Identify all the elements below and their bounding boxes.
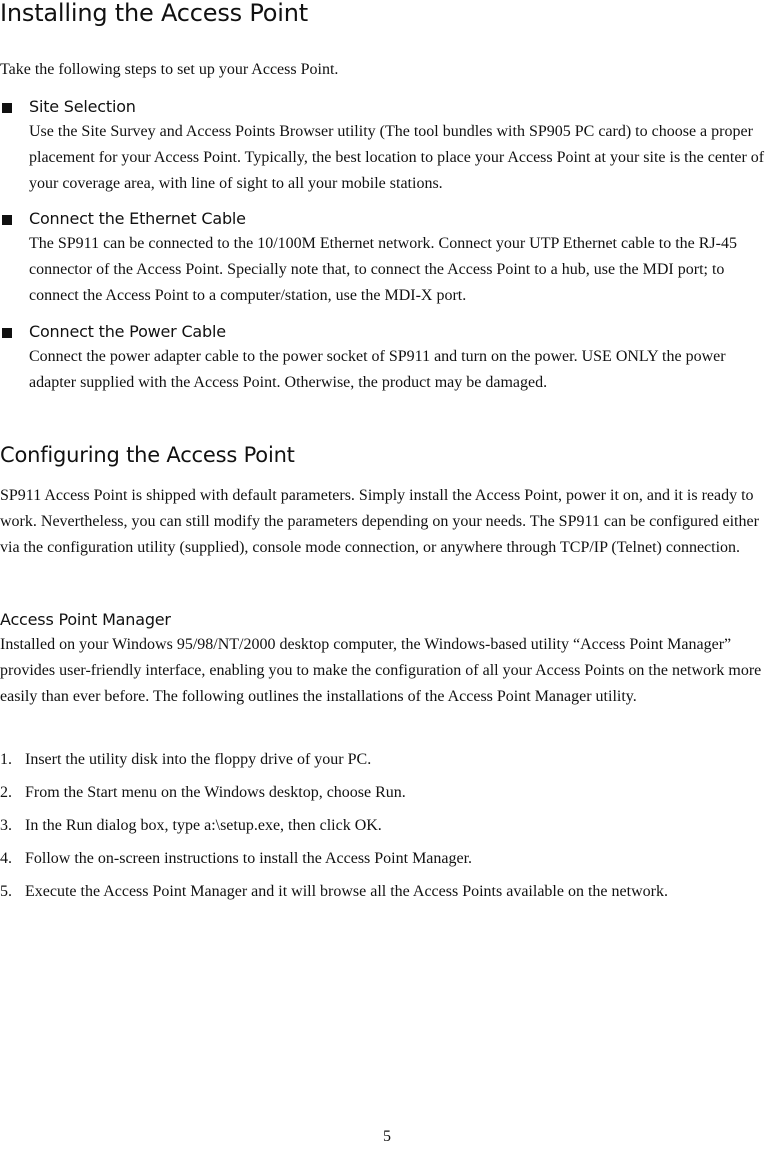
step-number: 4. [0,850,12,867]
list-item [0,780,776,806]
list-item [0,879,725,905]
section-title-configuring: Configuring the Access Point [0,443,295,467]
section-title-installing: Installing the Access Point [0,0,308,27]
step-text: Execute the Access Point Manager and it will browse all the Access Points available on the network. [25,883,668,900]
square-bullet-icon [2,103,12,113]
step-text: In the Run dialog box, type a:\setup.exe, then click OK. [25,817,382,834]
step-number: 5. [0,883,12,900]
list-item [0,813,776,839]
list-item [0,747,776,773]
bullet-body: Connect the power adapter cable to the power socket of SP911 and turn on the power. USE ONLY the power adapter supplied with the Access Point. Otherwise, the product may be damaged. [29,348,726,391]
manager-description: Installed on your Windows 95/98/NT/2000 desktop computer, the Windows-based utility “Access Point Manager” provides user-friendly interface, enabling you to make the configuration of all your Access Points on the network more easily than ever before. The following outlines the installations of the Access Point Manager utility. [0,636,762,705]
installing-intro: Take the following steps to set up your Access Point. [0,61,339,78]
install-steps-list [0,747,776,912]
configuring-intro: SP911 Access Point is shipped with default parameters. Simply install the Access Point, power it on, and it is ready to work. Nevertheless, you can still modify the parameters depending on your needs. The SP911 can be configured either via the configuration utility (supplied), console mode connection, or anywhere through TCP/IP (Telnet) connection. [0,487,759,556]
step-text: Insert the utility disk into the floppy drive of your PC. [25,751,372,768]
bullet-body: The SP911 can be connected to the 10/100M Ethernet network. Connect your UTP Ethernet cable to the RJ-45 connector of the Access Point. Specially note that, to connect the Access Point to a hub, use the MDI port; to connect the Access Point to a computer/station, use the MDI-X port. [29,235,737,304]
step-number: 3. [0,817,12,834]
list-item [0,846,776,872]
bullet-heading: Connect the Ethernet Cable [29,209,246,228]
bullet-heading: Site Selection [29,97,136,116]
step-text: Follow the on-screen instructions to install the Access Point Manager. [25,850,473,867]
subheading-access-point-manager: Access Point Manager [0,610,171,629]
step-number: 2. [0,784,12,801]
bullet-heading: Connect the Power Cable [29,322,226,341]
step-text: From the Start menu on the Windows desktop, choose Run. [25,784,406,801]
square-bullet-icon [2,215,12,225]
square-bullet-icon [2,328,12,338]
step-number: 1. [0,751,12,768]
bullet-body: Use the Site Survey and Access Points Browser utility (The tool bundles with SP905 PC card) to choose a proper placement for your Access Point. Typically, the best location to place your Access Point at your site is the center of your coverage area, with line of sight to all your mobile stations. [29,123,765,192]
page-number: 5 [383,1128,391,1145]
